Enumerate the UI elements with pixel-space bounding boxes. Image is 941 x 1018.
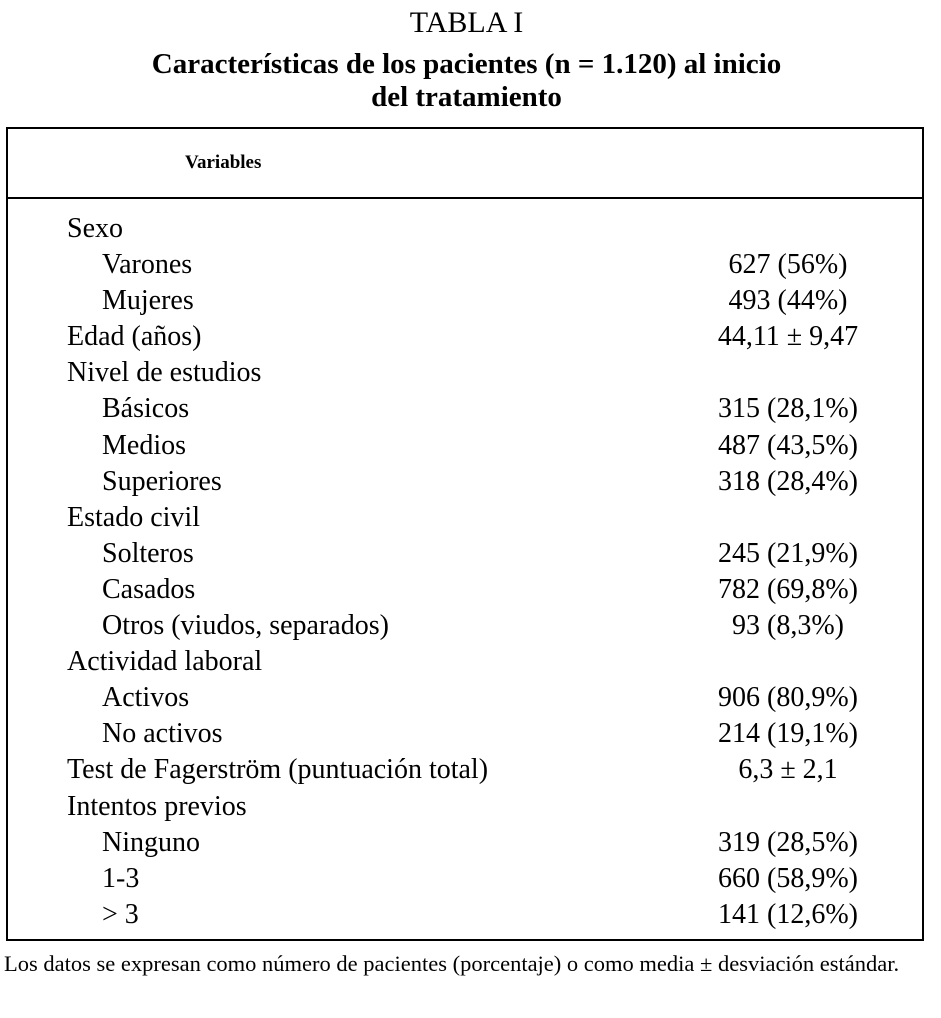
table-subrow — [8, 608, 922, 644]
table-subrow — [8, 572, 922, 608]
table-subrow — [8, 861, 922, 897]
row-label: > 3 — [102, 898, 139, 930]
table-title — [0, 48, 933, 114]
row-value: 315 (28,1%) — [718, 393, 858, 425]
row-value: 782 (69,8%) — [718, 573, 858, 605]
row-value: 319 (28,5%) — [718, 826, 858, 858]
row-label: Básicos — [102, 393, 190, 425]
table-footnote: Los datos se expresan como número de pacientes (porcentaje) o como media ± desviación estándar. — [4, 951, 900, 976]
row-value: 141 (12,6%) — [718, 898, 858, 930]
table-row — [8, 319, 922, 355]
row-value: 487 (43,5%) — [718, 429, 858, 461]
table-title-line-2: del tratamiento — [371, 81, 562, 113]
row-label: Varones — [102, 249, 193, 281]
table-header-row — [8, 129, 922, 199]
table-subrow — [8, 247, 922, 283]
row-label: Casados — [102, 573, 196, 605]
row-value: 318 (28,4%) — [718, 465, 858, 497]
row-label: Medios — [102, 429, 186, 461]
table-subrow — [8, 680, 922, 716]
row-label: No activos — [102, 718, 223, 750]
table-subrow — [8, 716, 922, 752]
row-label: Edad (años) — [67, 321, 202, 353]
row-label: Intentos previos — [67, 790, 247, 822]
table-row — [8, 211, 922, 247]
row-label: Solteros — [102, 537, 194, 569]
table-label: TABLA I — [409, 6, 524, 39]
row-label: Nivel de estudios — [67, 357, 262, 389]
row-label: Superiores — [102, 465, 222, 497]
row-value: 44,11 ± 9,47 — [717, 321, 859, 353]
row-value: 627 (56%) — [728, 249, 848, 281]
table-row — [8, 644, 922, 680]
table-row — [8, 355, 922, 391]
row-label: Otros (viudos, separados) — [102, 610, 389, 642]
table-subrow — [8, 464, 922, 500]
table-title-line-1: Características de los pacientes (n = 1.120) al inicio — [151, 48, 782, 80]
table-row — [8, 789, 922, 825]
table-body — [8, 211, 922, 933]
row-value: 906 (80,9%) — [718, 682, 858, 714]
table-row — [8, 500, 922, 536]
table-subrow — [8, 283, 922, 319]
row-label: Estado civil — [67, 501, 200, 533]
row-label: Test de Fagerström (puntuación total) — [67, 754, 489, 786]
variables-column-header: Variables — [185, 152, 262, 173]
row-label: Activos — [102, 682, 190, 714]
table-subrow — [8, 428, 922, 464]
row-value: 660 (58,9%) — [718, 862, 858, 894]
row-value: 214 (19,1%) — [718, 718, 858, 750]
table-subrow — [8, 536, 922, 572]
patient-characteristics-table — [6, 127, 924, 941]
row-value: 245 (21,9%) — [718, 537, 858, 569]
table-subrow — [8, 825, 922, 861]
row-value: 93 (8,3%) — [732, 610, 844, 642]
table-row — [8, 752, 922, 788]
row-value: 493 (44%) — [728, 285, 848, 317]
row-label: Ninguno — [102, 826, 200, 858]
row-label: Sexo — [67, 213, 123, 244]
row-label: Actividad laboral — [67, 646, 263, 678]
row-label: 1-3 — [102, 862, 140, 894]
table-subrow — [8, 897, 922, 933]
table-subrow — [8, 391, 922, 427]
row-value: 6,3 ± 2,1 — [738, 754, 838, 786]
row-label: Mujeres — [102, 285, 194, 317]
